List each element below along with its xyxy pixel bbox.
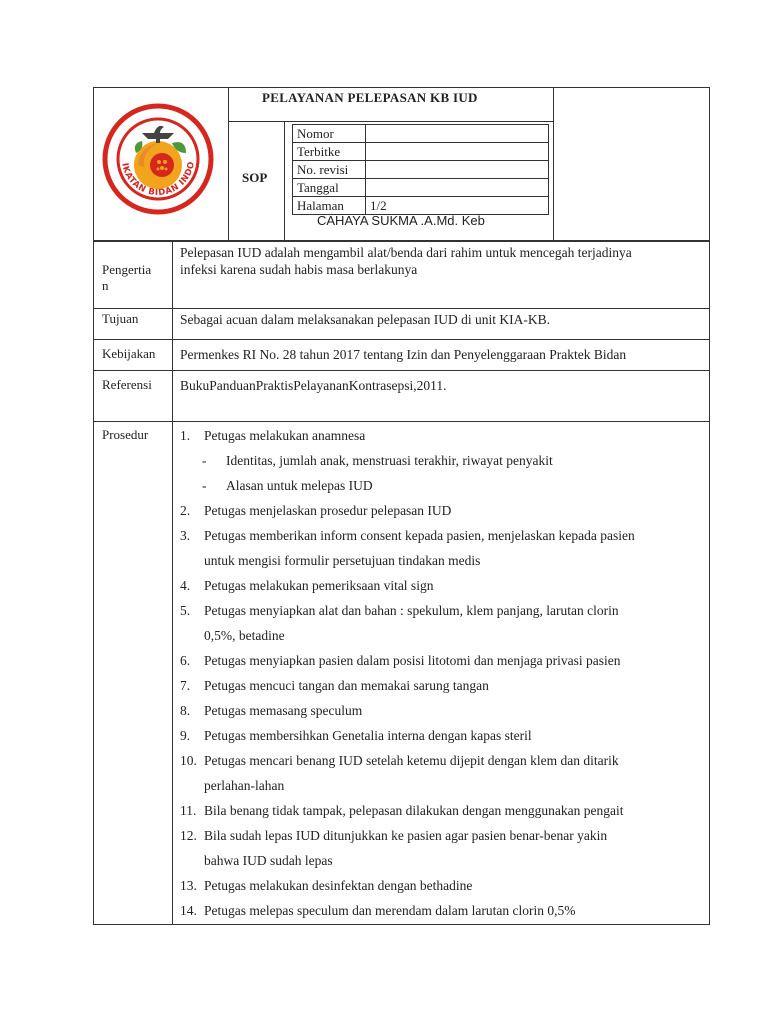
list-item: bahwa IUD sudah lepas [204, 853, 333, 868]
pengertian-label: Pengertia n [102, 262, 152, 293]
document-title: PELAYANAN PELEPASAN KB IUD [262, 90, 478, 105]
ikatan-bidan-indonesia-logo [102, 103, 214, 215]
tujuan-text: Sebagai acuan dalam melaksanakan pelepasan IUD di unit KIA-KB. [180, 312, 550, 327]
info-label: Terbitke [293, 143, 366, 161]
list-item: 6. Petugas menyiapkan pasien dalam posisi litotomi dan menjaga privasi pasien [180, 653, 621, 668]
info-row-nomor [293, 125, 549, 143]
list-item: 4. Petugas melakukan pemeriksaan vital sign [180, 578, 434, 593]
signer-name: CAHAYA SUKMA .A.Md. Keb [317, 213, 485, 228]
list-item: - Alasan untuk melepas IUD [202, 478, 373, 493]
referensi-label: Referensi [102, 377, 152, 392]
list-item: 10. Petugas mencari benang IUD setelah ketemu dijepit dengan klem dan ditarik [180, 753, 619, 768]
info-row-revisi [293, 161, 549, 179]
info-value [366, 161, 549, 179]
list-item: 5. Petugas menyiapkan alat dan bahan : spekulum, klem panjang, larutan clorin [180, 603, 619, 618]
info-row-tanggal [293, 179, 549, 197]
document-info-table [292, 124, 549, 215]
prosedur-label: Prosedur [102, 427, 149, 442]
info-value: 1/2 [366, 197, 549, 215]
info-value [366, 125, 549, 143]
list-item: - Identitas, jumlah anak, menstruasi terakhir, riwayat penyakit [202, 453, 553, 468]
list-item: 3. Petugas memberikan inform consent kepada pasien, menjelaskan kepada pasien [180, 528, 635, 543]
info-label: Tanggal [293, 179, 366, 197]
list-item: 7. Petugas mencuci tangan dan memakai sarung tangan [180, 678, 489, 693]
list-item: 13. Petugas melakukan desinfektan dengan bethadine [180, 878, 473, 893]
list-item: 12. Bila sudah lepas IUD ditunjukkan ke pasien agar pasien benar-benar yakin [180, 828, 608, 843]
list-item: 9. Petugas membersihkan Genetalia interna dengan kapas steril [180, 728, 532, 743]
info-label: No. revisi [293, 161, 366, 179]
info-value [366, 179, 549, 197]
list-item: 11. Bila benang tidak tampak, pelepasan dilakukan dengan menggunakan pengait [180, 803, 624, 818]
info-label: Halaman [293, 197, 366, 215]
list-item: untuk mengisi formulir persetujuan tindakan medis [204, 553, 481, 568]
list-item: 2. Petugas menjelaskan prosedur pelepasan IUD [180, 503, 452, 518]
sop-label: SOP [242, 170, 268, 185]
kebijakan-label: Kebijakan [102, 346, 156, 361]
list-item: 1. Petugas melakukan anamnesa [180, 428, 366, 443]
list-item: 14. Petugas melepas speculum dan merendam dalam larutan clorin 0,5% [180, 903, 576, 918]
kebijakan-text: Permenkes RI No. 28 tahun 2017 tentang Izin dan Penyelenggaraan Praktek Bidan [180, 347, 627, 362]
info-row-terbitke [293, 143, 549, 161]
list-item: perlahan-lahan [204, 778, 285, 793]
logo-ring-text: IKATAN BIDAN INDO [119, 160, 198, 199]
info-label: Nomor [293, 125, 366, 143]
tujuan-label: Tujuan [102, 311, 139, 326]
info-row-halaman [293, 197, 549, 215]
info-value [366, 143, 549, 161]
list-item: 8. Petugas memasang speculum [180, 703, 363, 718]
list-item: 0,5%, betadine [204, 628, 285, 643]
pengertian-text: Pelepasan IUD adalah mengambil alat/benda dari rahim untuk mencegah terjadinya infeksi karena sudah habis masa berlakunya [180, 245, 632, 277]
referensi-text: BukuPanduanPraktisPelayananKontrasepsi,2011. [180, 378, 447, 393]
